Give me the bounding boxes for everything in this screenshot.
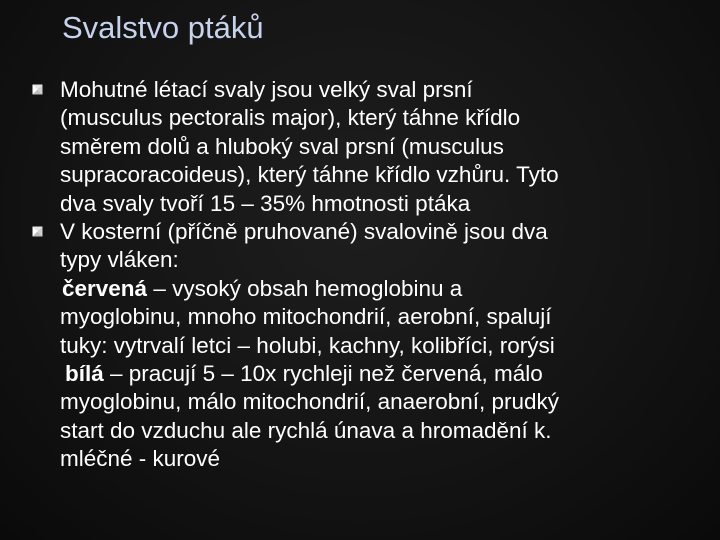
paragraph-text: V kosterní (příčně pruhované) svalovině jsou dva [60,218,548,244]
red-fibers-first-line [30,275,710,303]
paragraph-text: – vysoký obsah hemoglobinu a [147,275,463,301]
square-bullet-icon [32,84,43,95]
red-fibers-paragraph [30,275,710,360]
paragraph-text: start do vzduchu ale rychlá únava a hromadění k. [60,417,552,443]
paragraph-text: dva svaly tvoří 15 – 35% hmotnosti ptáka [60,190,471,216]
bullet-paragraph-fiber-types [30,218,710,275]
paragraph-text: tuky: vytrvalí letci – holubi, kachny, kolibříci, rorýsi [60,332,555,358]
square-bullet-icon [32,226,43,237]
bullet-line [30,218,710,246]
paragraph-text: mléčné - kurové [60,446,221,472]
paragraph-text: supracoracoideus), který táhne křídlo vzhůru. Tyto [60,162,559,188]
paragraph-text: – pracují 5 – 10x rychleji než červená, málo [103,360,543,386]
bullet-line [30,76,710,104]
white-fibers-term: bílá [65,360,104,386]
bullet-paragraph-flight-muscles [30,76,710,218]
paragraph-text: Mohutné létací svaly jsou velký sval prsní [60,77,473,102]
paragraph-text: směrem dolů a hluboký sval prsní (musculus [60,133,504,159]
paragraph-text: myoglobinu, málo mitochondrií, anaerobní, prudký [60,389,560,415]
slide-title: Svalstvo ptáků [62,10,264,45]
white-fibers-first-line [30,360,710,388]
paragraph-text: (musculus pectoralis major), který táhne křídlo [60,105,521,131]
paragraph-text: myoglobinu, mnoho mitochondrií, aerobní, spalují [60,304,552,330]
white-fibers-paragraph [30,360,710,474]
slide-content [30,76,710,473]
paragraph-text: typy vláken: [60,247,179,273]
red-fibers-term: červená [62,275,148,301]
